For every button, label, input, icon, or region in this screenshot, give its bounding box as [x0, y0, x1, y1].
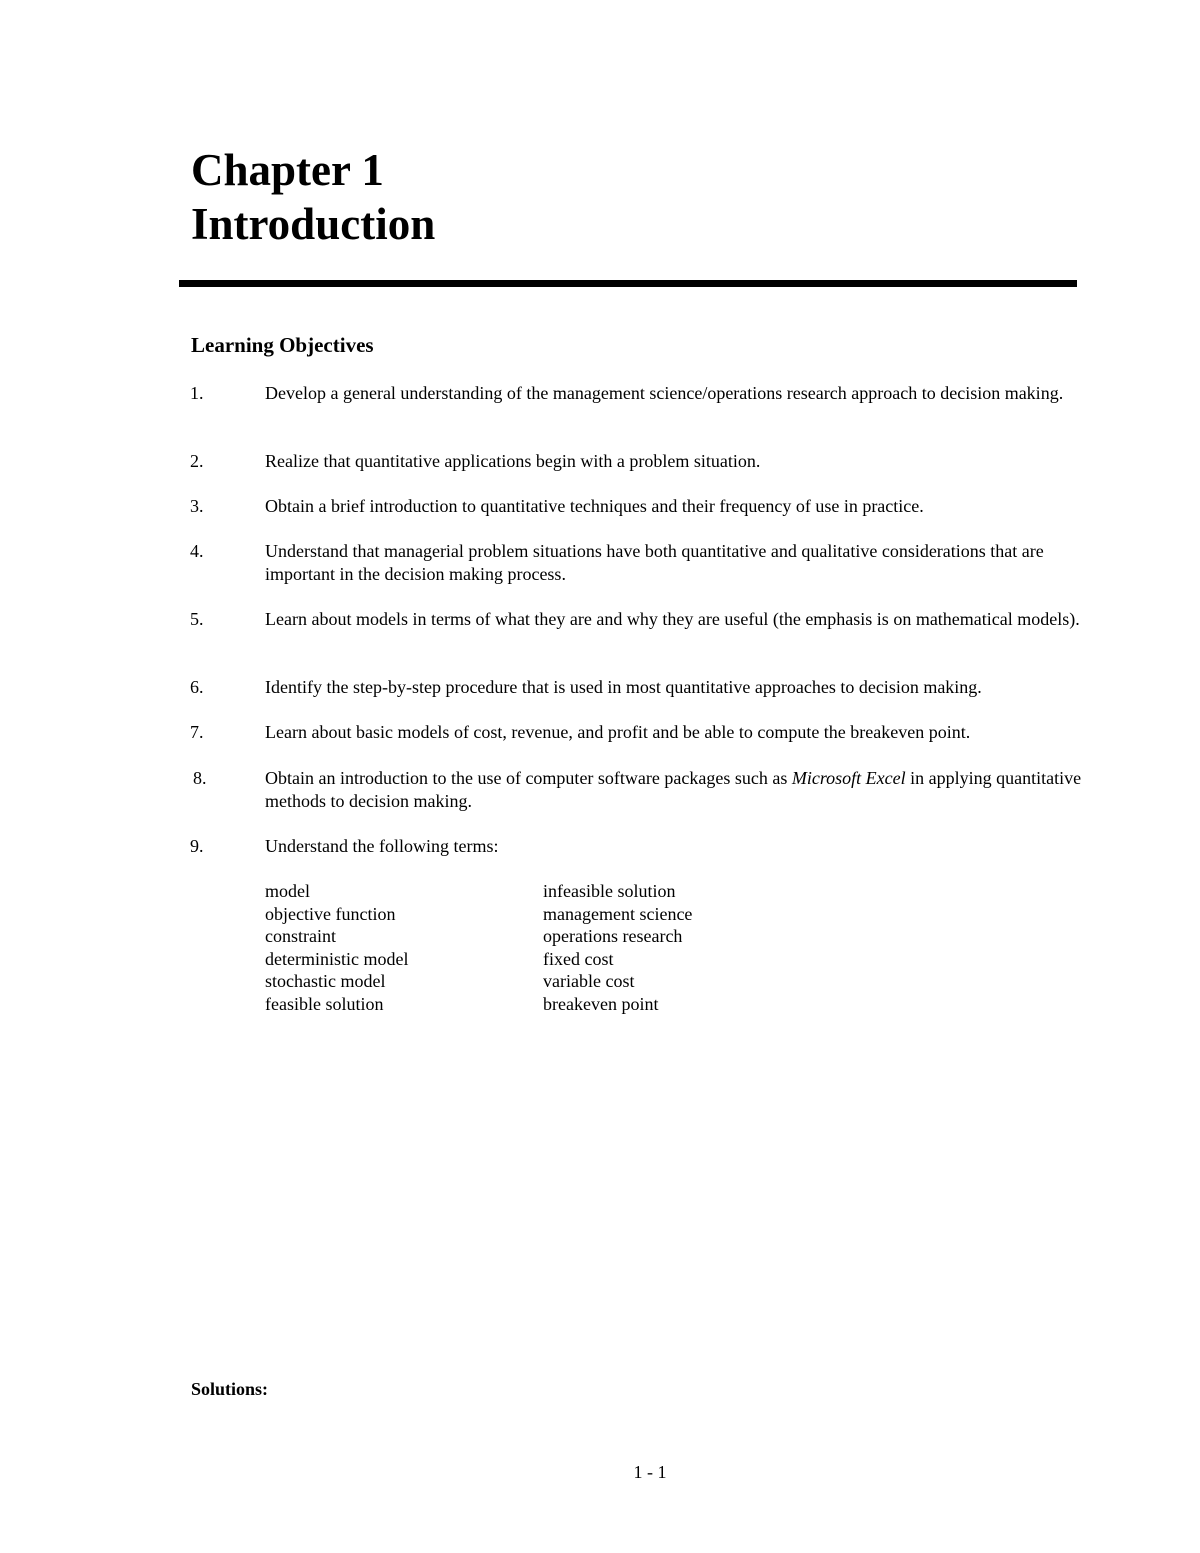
- objective-text: Understand that managerial problem situations have both quantitative and qualitative considerations that are important in the decision making process.: [265, 541, 1044, 584]
- objective-number: 7.: [190, 722, 204, 742]
- term: infeasible solution: [543, 881, 676, 901]
- objective-number: 8.: [193, 768, 207, 788]
- term: feasible solution: [265, 993, 384, 1014]
- objective-item-1: [190, 382, 1110, 405]
- solutions-heading: Solutions:: [191, 1379, 269, 1399]
- term: constraint: [265, 926, 336, 946]
- term: variable cost: [543, 971, 635, 991]
- objective-text: Learn about basic models of cost, revenue, and profit and be able to compute the breakeven point.: [265, 722, 971, 742]
- objective-text: Understand the following terms:: [265, 836, 499, 856]
- objective-text: [265, 767, 1110, 812]
- objective-number: 2.: [190, 451, 204, 471]
- objective-item-5: [190, 608, 1110, 631]
- chapter-number: Chapter 1: [191, 145, 384, 195]
- term: breakeven point: [543, 993, 659, 1014]
- term: stochastic model: [265, 971, 386, 991]
- objective-number: 5.: [190, 609, 204, 629]
- objective-text: Develop a general understanding of the management science/operations research approach to decision making.: [265, 383, 1064, 403]
- term: management science: [543, 903, 693, 924]
- software-name: Microsoft Excel: [791, 768, 906, 788]
- objective-item-9: [190, 835, 1110, 858]
- objective-item-4: [190, 540, 1110, 585]
- page-number: 1 - 1: [633, 1462, 667, 1482]
- title-rule: [179, 280, 1077, 287]
- term: model: [265, 881, 310, 901]
- term: objective function: [265, 903, 396, 924]
- chapter-name: Introduction: [191, 199, 436, 249]
- objective-text-start: Obtain an introduction to the use of computer software packages such as: [265, 768, 792, 788]
- objective-item-6: [190, 676, 1110, 699]
- term: deterministic model: [265, 948, 409, 969]
- objective-text: Learn about models in terms of what they are and why they are useful (the emphasis is on mathematical models).: [265, 609, 1080, 629]
- objective-item-3: [190, 495, 1110, 518]
- objective-text: Obtain a brief introduction to quantitative techniques and their frequency of use in practice.: [265, 496, 924, 516]
- objective-text: Identify the step-by-step procedure that is used in most quantitative approaches to decision making.: [265, 677, 982, 697]
- objective-number: 9.: [190, 836, 204, 856]
- term: fixed cost: [543, 948, 614, 969]
- objective-number: 1.: [190, 383, 204, 403]
- objective-number: 4.: [190, 541, 204, 561]
- objective-item-8: [190, 767, 1110, 812]
- terms-column-right: [543, 880, 692, 1015]
- objective-item-2: [190, 450, 1110, 473]
- chapter-title: [191, 143, 435, 251]
- objective-text: Realize that quantitative applications begin with a problem situation.: [265, 451, 761, 471]
- learning-objectives-heading: Learning Objectives: [191, 333, 374, 357]
- term: operations research: [543, 926, 683, 946]
- objective-number: 3.: [190, 496, 204, 516]
- objective-item-7: [190, 721, 1110, 744]
- objective-text-end: in applying quantitative methods to decision making.: [265, 768, 1082, 811]
- objective-number: 6.: [190, 677, 204, 697]
- terms-column-left: [265, 880, 408, 1015]
